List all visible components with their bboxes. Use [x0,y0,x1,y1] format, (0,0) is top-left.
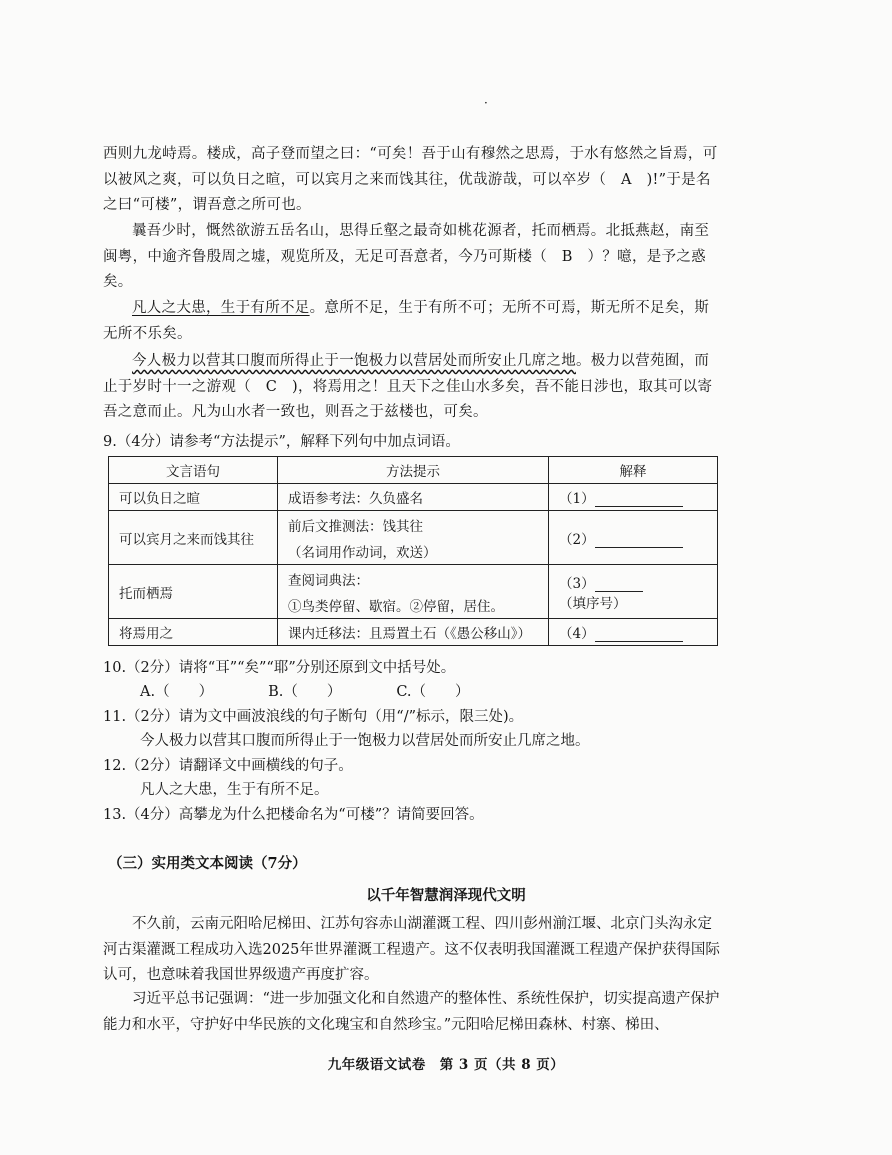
answer-blank[interactable] [595,533,683,548]
answer-blank[interactable] [595,627,683,642]
hint-line-1: 前后文推测法：饯其往 [288,518,423,535]
question-11-label: 11.（2分）请为文中画波浪线的句子断句（用“/”标示，限三处)。 [103,709,524,725]
header-method: 方法提示 [278,457,549,484]
row-answer [549,511,718,565]
row-hint [278,511,549,565]
question-12-sentence: 凡人之大患，生于有所不足。 [140,782,329,798]
option-a[interactable]: A.（ ） [140,684,214,700]
row-hint: 课内迁移法：且焉置土石（《愚公移山》） [278,619,549,646]
hint-line-2: ①鸟类停留、歇宿。②停留，居住。 [288,598,504,615]
passage-paragraph-2: 曩吾少时，慨然欲游五岳名山，思得丘壑之最奇如桃花源者，托而栖焉。北抵燕赵，南至闽粤，中逾齐鲁殷周之墟，观览所及，无足可吾意者，今乃可斯楼（ B ）？噫，是予之惑矣。 [103,223,710,290]
section-heading: （三）实用类文本阅读（7分） [108,855,307,872]
question-9-label: 9.（4分）请参考“方法提示”，解释下列句中加点词语。 [103,434,460,450]
row-answer [549,565,718,619]
answer-number: （4） [559,626,595,642]
table-row [109,511,718,565]
question-10-label: 10.（2分）请将“耳”“矣”“耶”分别还原到文中括号处。 [103,660,456,676]
question-11-sentence: 今人极力以营其口腹而所得止于一饱极力以营居处而所安止几席之地。 [140,733,590,749]
answer-suffix: （填序号） [559,595,627,612]
hint-line-1: 查阅词典法： [288,572,369,589]
article-title: 以千年智慧润泽现代文明 [366,887,526,904]
underlined-sentence: 凡人之大患，生于有所不足 [132,300,310,316]
table-row [109,565,718,619]
row-answer [549,619,718,646]
method-table [108,456,718,646]
page-footer: 九年级语文试卷 第 3 页（共 8 页） [327,1057,565,1073]
row-sentence: 将焉用之 [109,619,278,646]
passage-paragraph-1: 西则九龙峙焉。楼成，高子登而望之曰：“可矣！吾于山有穆然之思焉，于水有悠然之旨焉，可以被风之爽，可以负日之暄，可以宾月之来而饯其往，优哉游哉，可以卒岁（ A )!”于是名之曰“可楼”，谓吾意之所可也。 [103,146,718,213]
header-answer: 解释 [549,457,718,484]
paragraph-3-rest: 。意所不足，生于有所不可；无所不可焉，斯无所不足矣，斯无所不乐矣。 [103,300,710,342]
question-13-label: 13.（4分）高攀龙为什么把楼命名为“可楼”？请简要回答。 [103,807,484,823]
question-12-label: 12.（2分）请翻译文中画横线的句子。 [103,758,353,774]
row-sentence: 托而栖焉 [109,565,278,619]
answer-blank[interactable] [595,577,643,592]
row-answer [549,484,718,511]
article-paragraph-2: 习近平总书记强调：“进一步加强文化和自然遗产的整体性、系统性保护，切实提高遗产保护能力和水平，守护好中华民族的文化瑰宝和自然珍宝。”元阳哈尼梯田森林、村寨、梯田、 [103,991,720,1033]
question-10-options [140,680,470,704]
hint-line-2: （名词用作动词，欢送） [288,544,437,561]
row-hint [278,565,549,619]
option-c[interactable]: C.（ ） [396,684,470,700]
article-paragraph-1: 不久前，云南元阳哈尼梯田、江苏句容赤山湖灌溉工程、四川彭州湔江堰、北京门头沟永定河古渠灌溉工程成功入选2025年世界灌溉工程遗产。这不仅表明我国灌溉工程遗产保护获得国际认可，也意味着我国世界级遗产再度扩容。 [103,916,720,983]
answer-number: （1） [559,491,595,507]
answer-number: （3） [559,575,595,592]
paragraph-4-rest: 。极力以营苑囿，而止于岁时十一之游观（ C )，将焉用之！且天下之佳山水多矣，吾不能日涉也，取其可以寄吾之意而止。凡为山水者一致也，则吾之于兹楼也，可矣。 [103,353,713,420]
table-header-row [109,457,718,484]
row-sentence: 可以宾月之来而饯其往 [109,511,278,565]
wavy-sentence: 今人极力以营其口腹而所得止于一饱极力以营居处而所安止几席之地 [132,353,576,369]
answer-number: （2） [559,531,595,548]
passage-paragraph-3 [103,296,723,347]
passage-paragraph-4 [103,349,723,426]
table-row [109,619,718,646]
table-row [109,484,718,511]
row-sentence: 可以负日之暄 [109,484,278,511]
option-b[interactable]: B.（ ） [268,684,342,700]
answer-blank[interactable] [595,492,683,507]
scan-dot: · [484,96,488,110]
row-hint: 成语参考法：久负盛名 [278,484,549,511]
header-sentence: 文言语句 [109,457,278,484]
